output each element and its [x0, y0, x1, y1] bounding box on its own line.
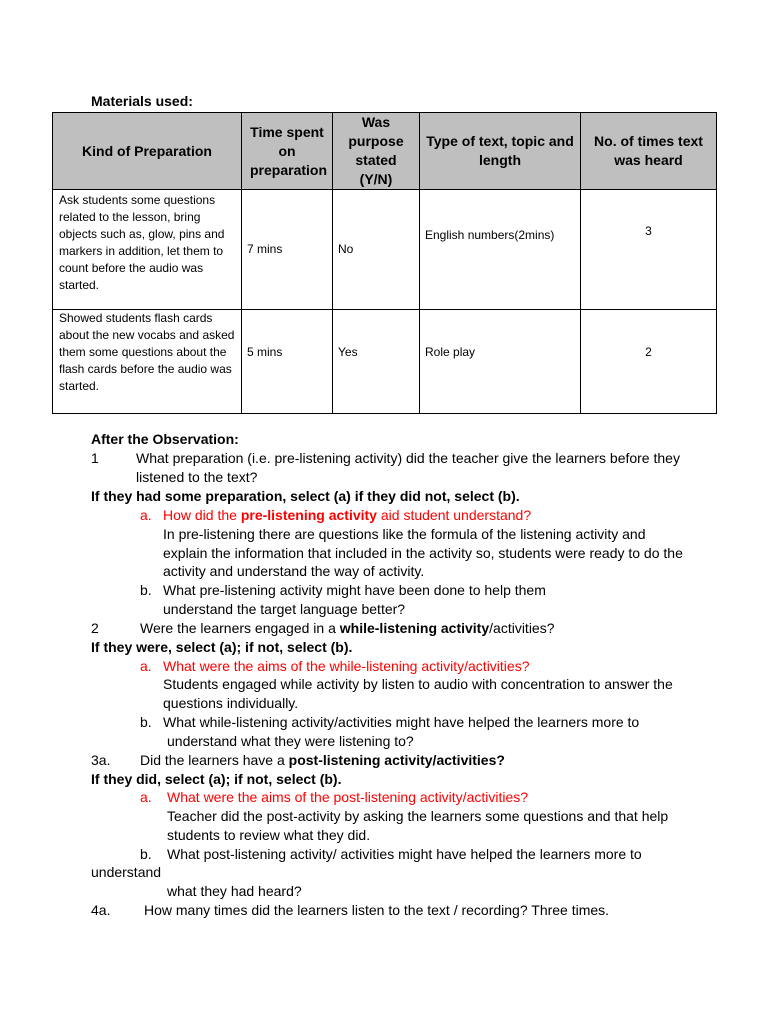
table-header-row — [53, 113, 717, 190]
q1-number: 1 — [91, 450, 99, 466]
q3a-question: What were the aims of the post-listening activity/activities? — [167, 789, 529, 805]
q2b-question-cont: understand what they were listening to? — [167, 733, 414, 749]
q3-text: Did the learners have a post-listening activity/activities? — [140, 752, 505, 768]
q3b-label: b. — [140, 846, 152, 862]
q2a-label: a. — [140, 658, 152, 674]
cell-time: 5 mins — [242, 310, 333, 414]
q3a-label: a. — [140, 789, 152, 805]
q1a-question: How did the pre-listening activity aid student understand? — [163, 507, 532, 523]
q2a-question: What were the aims of the while-listening activity/activities? — [163, 658, 530, 674]
header-purpose: Was purpose stated (Y/N) — [333, 113, 420, 190]
q2b-label: b. — [140, 714, 152, 730]
q1-instruction: If they had some preparation, select (a) if they did not, select (b). — [91, 488, 520, 504]
cell-times: 3 — [581, 190, 717, 310]
header-times: No. of times text was heard — [581, 113, 717, 190]
cell-purpose: No — [333, 190, 420, 310]
header-time: Time spent on preparation — [242, 113, 333, 190]
cell-purpose: Yes — [333, 310, 420, 414]
cell-kind: Showed students flash cards about the new vocabs and asked them some questions about the flash cards before the audio was started. — [53, 310, 242, 414]
table-row — [53, 310, 717, 414]
header-kind: Kind of Preparation — [53, 113, 242, 190]
header-text-type: Type of text, topic and length — [420, 113, 581, 190]
q3-instruction: If they did, select (a); if not, select (b). — [91, 771, 342, 787]
q2-instruction: If they were, select (a); if not, select (b). — [91, 639, 353, 655]
q1b-question-cont: understand the target language better? — [163, 601, 406, 617]
q1a-answer-line: activity and understand the way of activity. — [163, 563, 425, 579]
cell-text-type: Role play — [420, 310, 581, 414]
q4-number: 4a. — [91, 902, 111, 918]
q2a-answer-line: questions individually. — [163, 695, 299, 711]
cell-times: 2 — [581, 310, 717, 414]
q4-text: How many times did the learners listen to the text / recording? Three times. — [144, 902, 610, 918]
table-row — [53, 190, 717, 310]
q3a-answer-line: Teacher did the post-activity by asking the learners some questions and that help — [167, 808, 669, 824]
after-heading: After the Observation: — [91, 431, 239, 447]
q2-number: 2 — [91, 620, 99, 636]
cell-kind: Ask students some questions related to the lesson, bring objects such as, glow, pins and markers in addition, let them to count before the audio was started. — [53, 190, 242, 310]
q2b-question: What while-listening activity/activities might have helped the learners more to — [163, 714, 640, 730]
cell-text-type: English numbers(2mins) — [420, 190, 581, 310]
q3b-question-wrap: understand — [91, 864, 162, 880]
q3b-question-cont: what they had heard? — [167, 883, 302, 899]
q1a-answer-line: In pre-listening there are questions like the formula of the listening activity and — [163, 526, 646, 542]
cell-time: 7 mins — [242, 190, 333, 310]
q1-text: What preparation (i.e. pre-listening activity) did the teacher give the learners before they — [136, 450, 680, 466]
q3b-question: What post-listening activity/ activities might have helped the learners more to — [167, 846, 642, 862]
q1a-answer-line: explain the information that included in the activity so, students were ready to do the — [163, 545, 683, 561]
q1a-label: a. — [140, 507, 152, 523]
materials-heading: Materials used: — [91, 93, 193, 109]
materials-table — [52, 112, 717, 414]
q2-text: Were the learners engaged in a while-listening activity/activities? — [140, 620, 555, 636]
q1-text-cont: listened to the text? — [136, 469, 258, 485]
q3a-answer-line: students to review what they did. — [167, 827, 371, 843]
q2a-answer-line: Students engaged while activity by listen to audio with concentration to answer the — [163, 676, 673, 692]
q1b-question: What pre-listening activity might have been done to help them — [163, 582, 546, 598]
q1b-label: b. — [140, 582, 152, 598]
q3-number: 3a. — [91, 752, 111, 768]
